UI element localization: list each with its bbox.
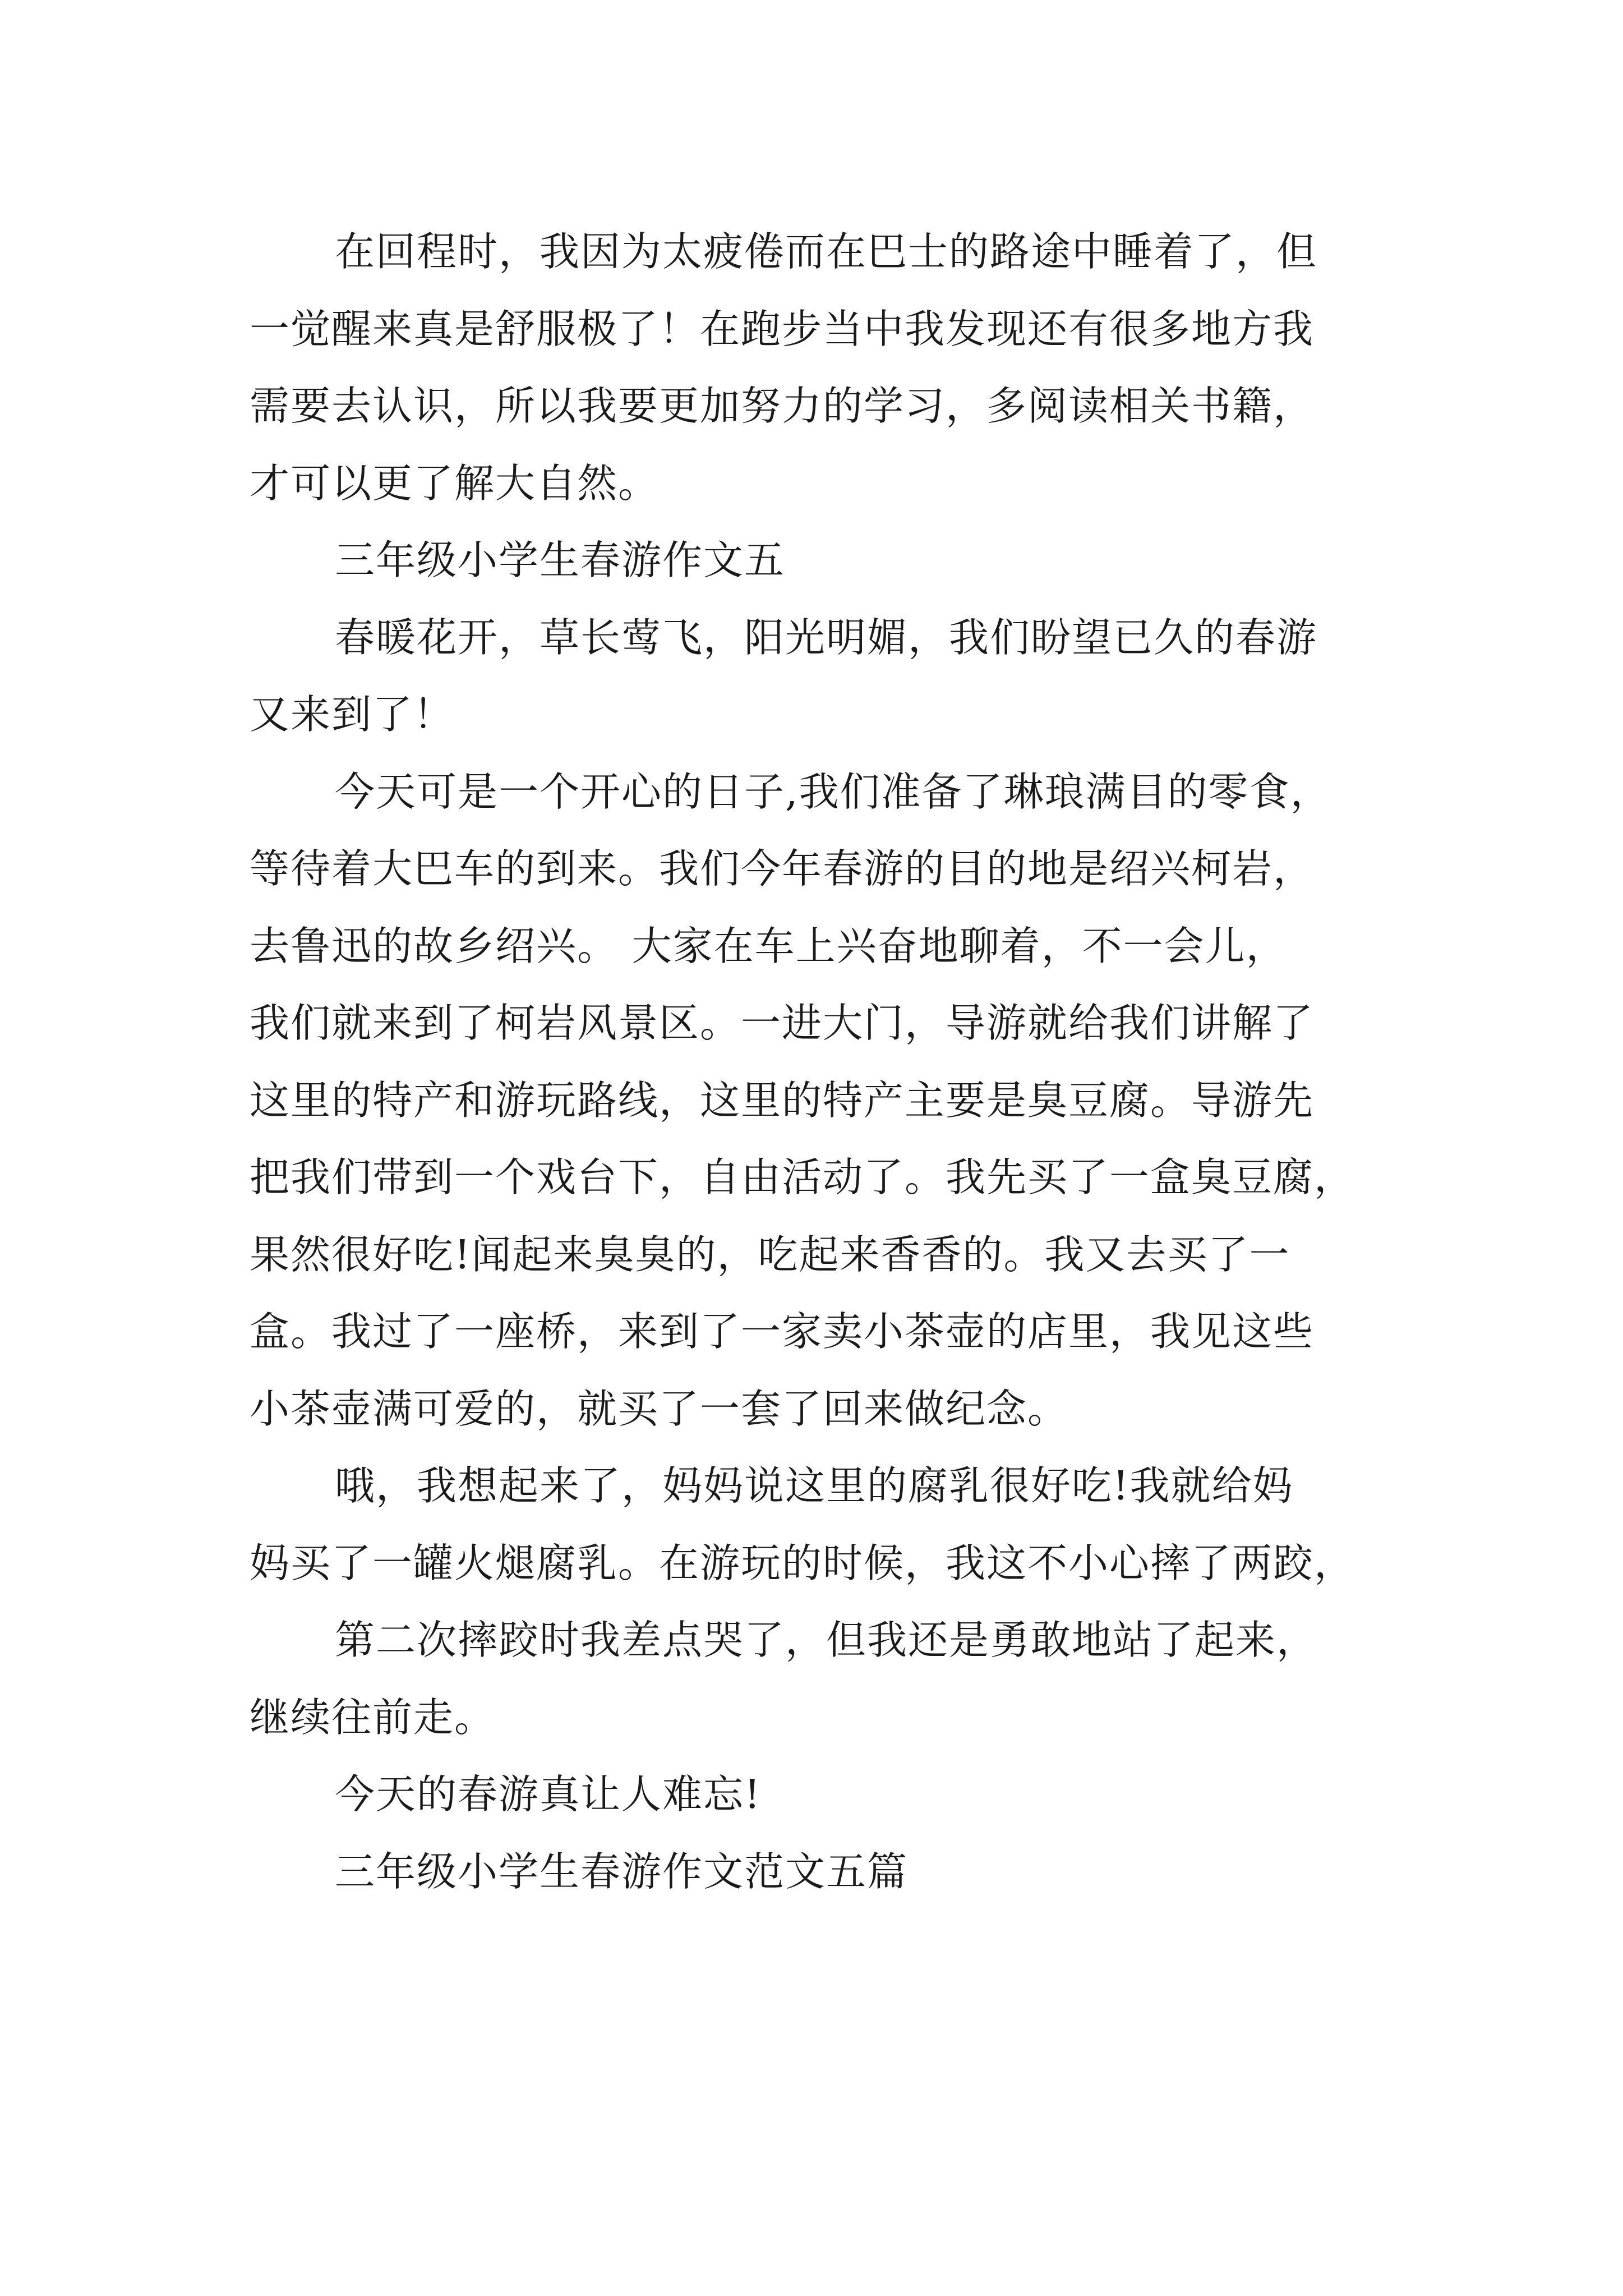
text-line-2: 一觉醒来真是舒服极了！在跑步当中我发现还有很多地方我: [250, 305, 1315, 352]
text-line-17: 哦，我想起来了，妈妈说这里的腐乳很好吃!我就给妈: [335, 1462, 1294, 1509]
text-line-3: 需要去认识，所以我要更加努力的学习，多阅读相关书籍，: [250, 383, 1315, 429]
text-line-10: 去鲁迅的故乡绍兴。 大家在车上兴奋地聊着，不一会儿，: [250, 922, 1287, 969]
text-line-16: 小茶壶满可爱的，就买了一套了回来做纪念。: [250, 1385, 1069, 1432]
text-line-15: 盒。我过了一座桥，来到了一家卖小茶壶的店里，我见这些: [250, 1308, 1315, 1355]
text-line-21: 今天的春游真让人难忘!: [335, 1771, 762, 1818]
section-heading: 三年级小学生春游作文五: [335, 537, 786, 583]
text-line-1: 在回程时，我因为太疲倦而在巴士的路途中睡着了，但: [335, 228, 1318, 275]
text-line-4: 才可以更了解大自然。: [250, 459, 660, 507]
document-body: [250, 213, 1399, 1910]
text-line-13: 把我们带到一个戏台下，自由活动了。我先买了一盒臭豆腐，: [250, 1154, 1355, 1200]
text-line-11: 我们就来到了柯岩风景区。一进大门，导游就给我们讲解了: [250, 1000, 1315, 1046]
text-line-7: 又来到了！: [250, 691, 455, 738]
closing-title: 三年级小学生春游作文范文五篇: [335, 1848, 909, 1895]
text-line-19: 第二次摔跤时我差点哭了，但我还是勇敢地站了起来，: [335, 1617, 1318, 1663]
text-line-6: 春暖花开，草长莺飞，阳光明媚，我们盼望已久的春游: [335, 614, 1318, 661]
text-line-8: 今天可是一个开心的日子,我们准备了琳琅满目的零食，: [335, 768, 1331, 815]
text-line-18: 妈买了一罐火煺腐乳。在游玩的时候，我这不小心摔了两跤，: [250, 1539, 1355, 1586]
text-line-12: 这里的特产和游玩路线，这里的特产主要是臭豆腐。导游先: [250, 1076, 1315, 1124]
text-line-9: 等待着大巴车的到来。我们今年春游的目的地是绍兴柯岩，: [250, 845, 1315, 892]
text-line-20: 继续往前走。: [250, 1694, 496, 1741]
text-line-14: 果然很好吃!闻起来臭臭的，吃起来香香的。我又去买了一: [250, 1231, 1290, 1278]
